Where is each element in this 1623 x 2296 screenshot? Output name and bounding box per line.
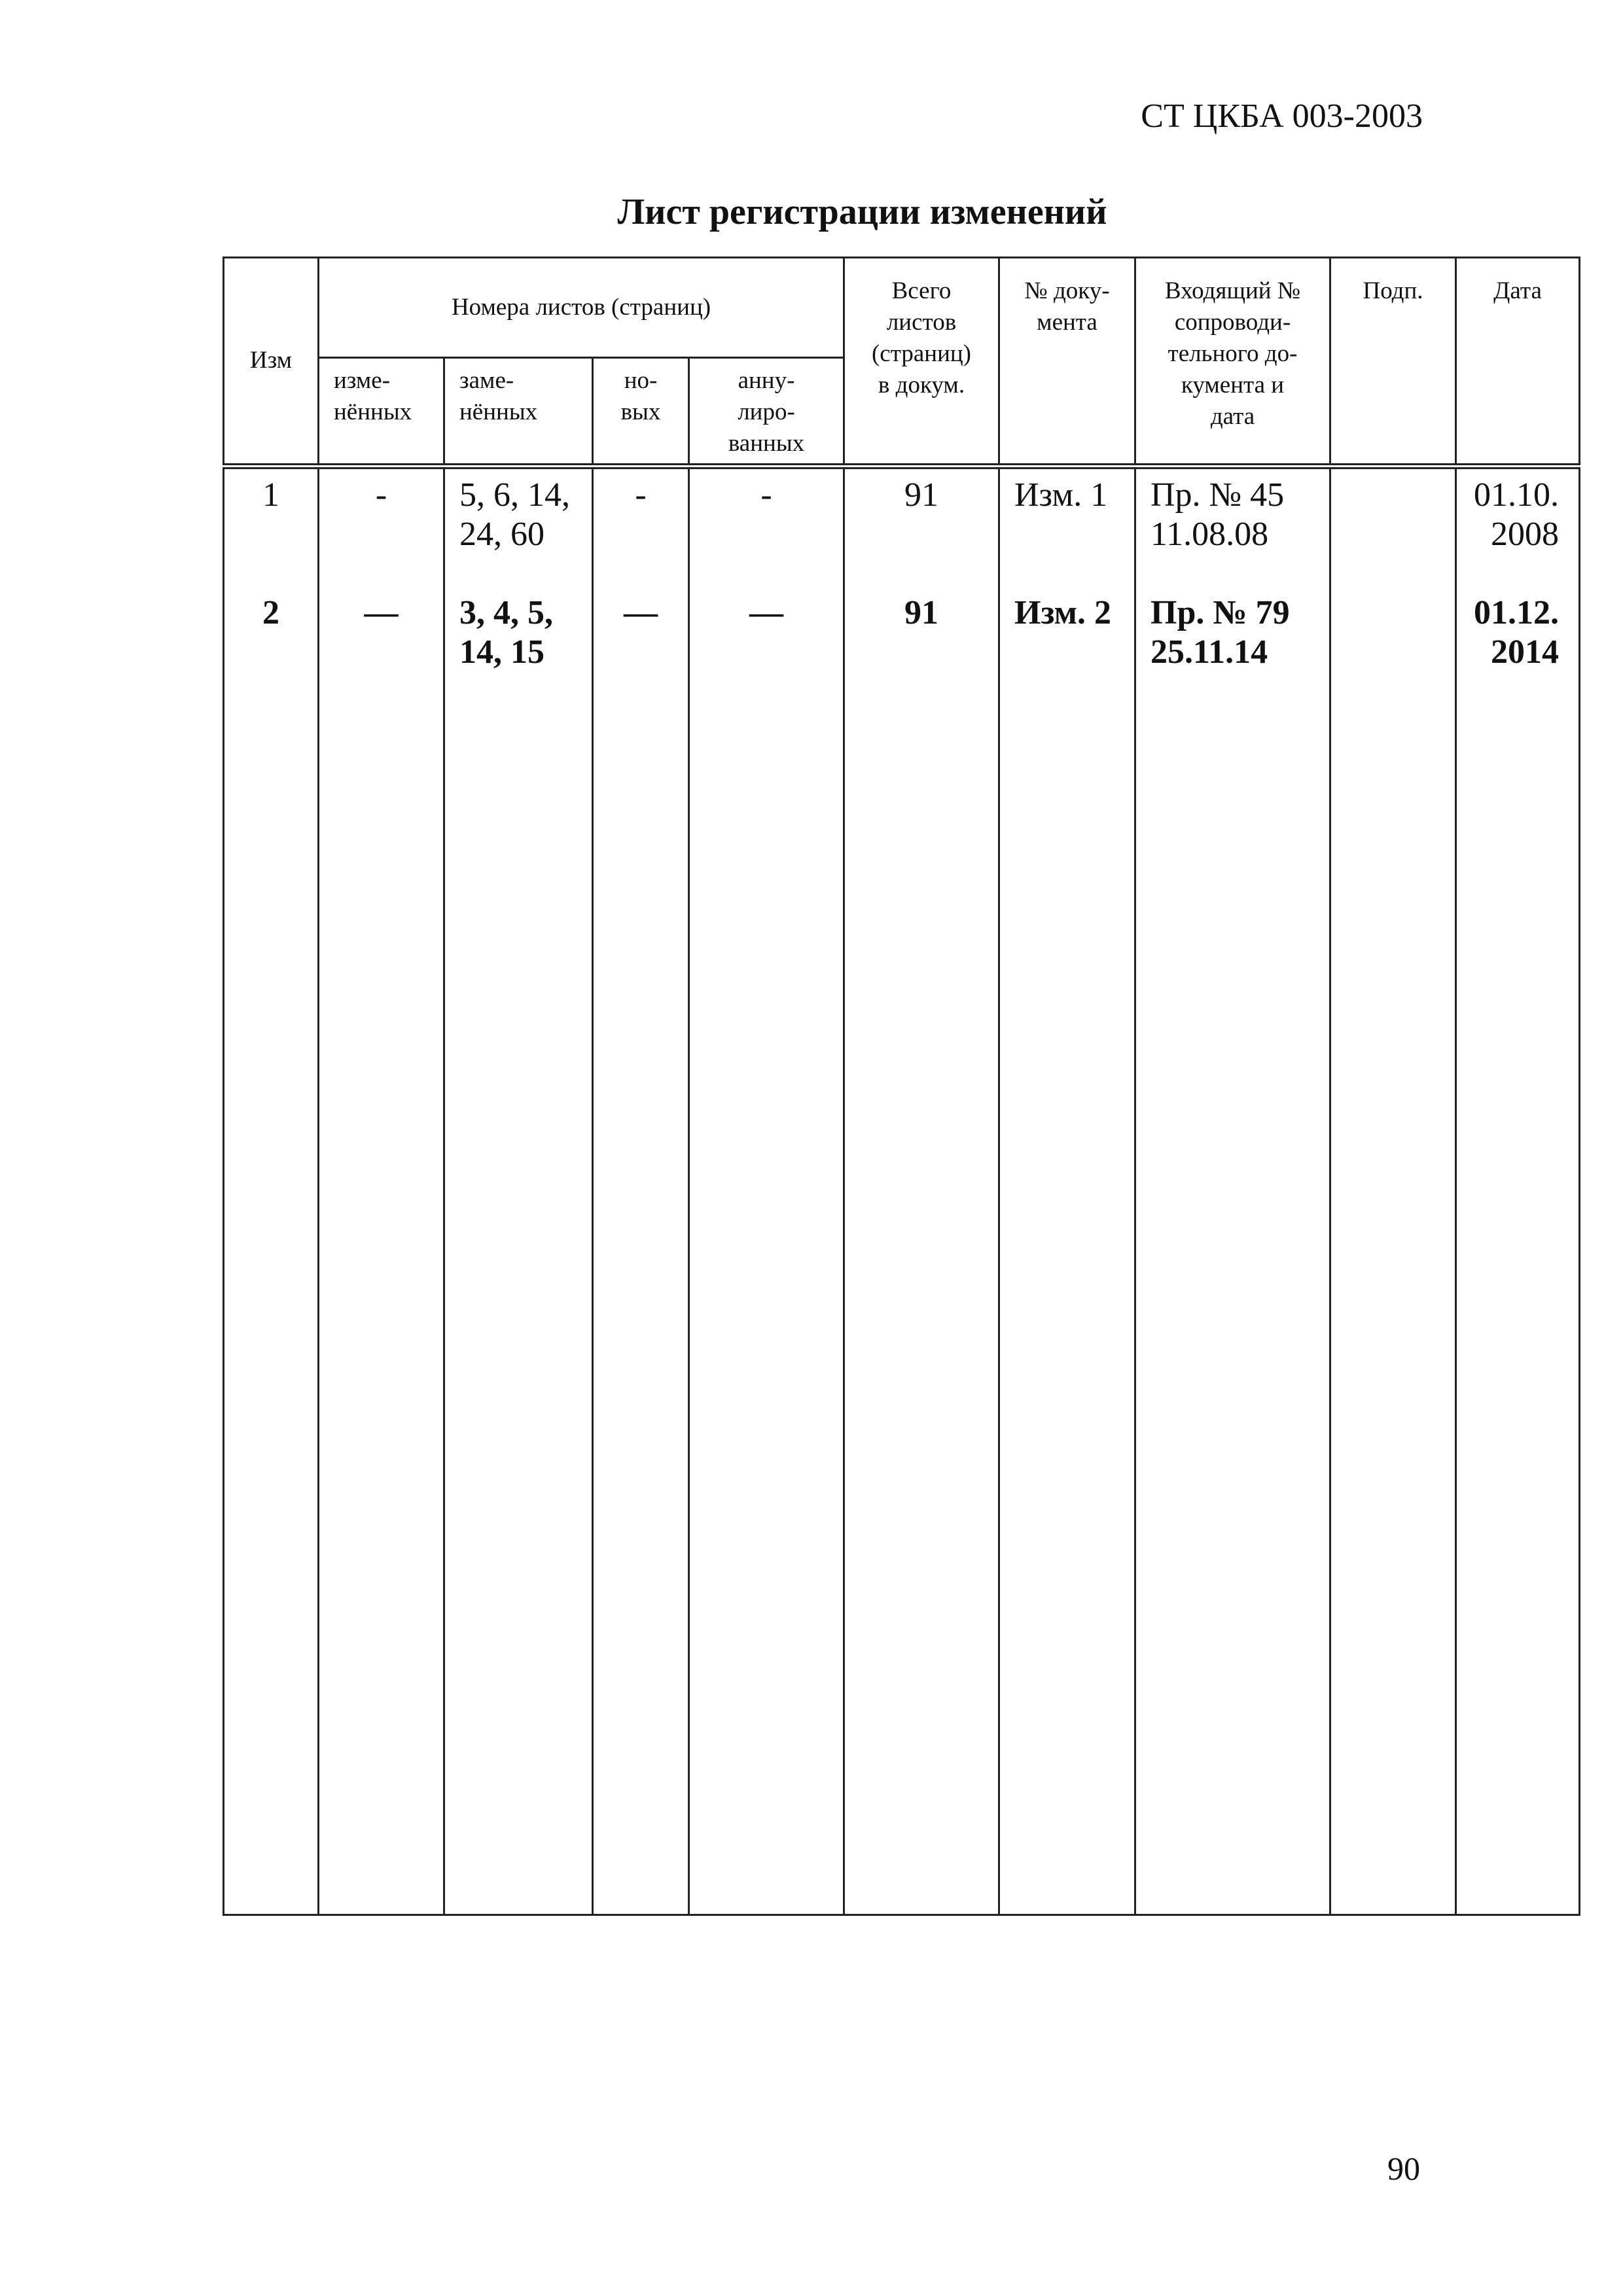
- empty-cell: [999, 698, 1135, 1915]
- cell-date: 01.10. 2008: [1456, 467, 1580, 588]
- empty-cell: [689, 698, 844, 1915]
- cell-changed: —: [319, 587, 444, 698]
- cell-total: 91: [844, 587, 999, 698]
- cell-date: 01.12. 2014: [1456, 587, 1580, 698]
- table-header: [224, 258, 1580, 467]
- cell-doc-number: Изм. 1: [999, 467, 1135, 588]
- page-title: Лист регистрации изменений: [617, 192, 1107, 232]
- cell-signature: [1330, 587, 1456, 698]
- cell-changed: -: [319, 467, 444, 588]
- cell-replaced: 5, 6, 14, 24, 60: [444, 467, 593, 588]
- empty-cell: [224, 698, 319, 1915]
- cell-new: —: [593, 587, 689, 698]
- cell-new: -: [593, 467, 689, 588]
- header-annulled: анну- лиро- ванных: [689, 358, 844, 467]
- cell-incoming: Пр. № 79 25.11.14: [1135, 587, 1330, 698]
- cell-doc-number: Изм. 2: [999, 587, 1135, 698]
- empty-cell: [1135, 698, 1330, 1915]
- cell-annulled: -: [689, 467, 844, 588]
- empty-cell: [319, 698, 444, 1915]
- cell-replaced: 3, 4, 5, 14, 15: [444, 587, 593, 698]
- header-signature: Подп.: [1330, 258, 1456, 467]
- empty-cell: [444, 698, 593, 1915]
- header-replaced: заме- нённых: [444, 358, 593, 467]
- cell-izm: 2: [224, 587, 319, 698]
- cell-incoming: Пр. № 45 11.08.08: [1135, 467, 1330, 588]
- table-row: [224, 467, 1580, 588]
- empty-table-row: [224, 698, 1580, 1915]
- empty-cell: [593, 698, 689, 1915]
- header-date: Дата: [1456, 258, 1580, 467]
- change-registration-table: [223, 256, 1580, 1916]
- header-total-pages: Всего листов (страниц) в докум.: [844, 258, 999, 467]
- header-document-number: № доку- мента: [999, 258, 1135, 467]
- empty-cell: [1330, 698, 1456, 1915]
- header-new: но- вых: [593, 358, 689, 467]
- document-code: СТ ЦКБА 003-2003: [1141, 97, 1423, 135]
- header-page-numbers: Номера листов (страниц): [319, 258, 844, 358]
- header-incoming-document: Входящий № сопроводи- тельного до- кумента и дата: [1135, 258, 1330, 467]
- empty-cell: [1456, 698, 1580, 1915]
- page-number: 90: [1387, 2150, 1420, 2187]
- cell-total: 91: [844, 467, 999, 588]
- header-izm: Изм: [224, 258, 319, 467]
- cell-izm: 1: [224, 467, 319, 588]
- empty-cell: [844, 698, 999, 1915]
- cell-signature: [1330, 467, 1456, 588]
- table-row: [224, 587, 1580, 698]
- header-changed: изме- нённых: [319, 358, 444, 467]
- cell-annulled: —: [689, 587, 844, 698]
